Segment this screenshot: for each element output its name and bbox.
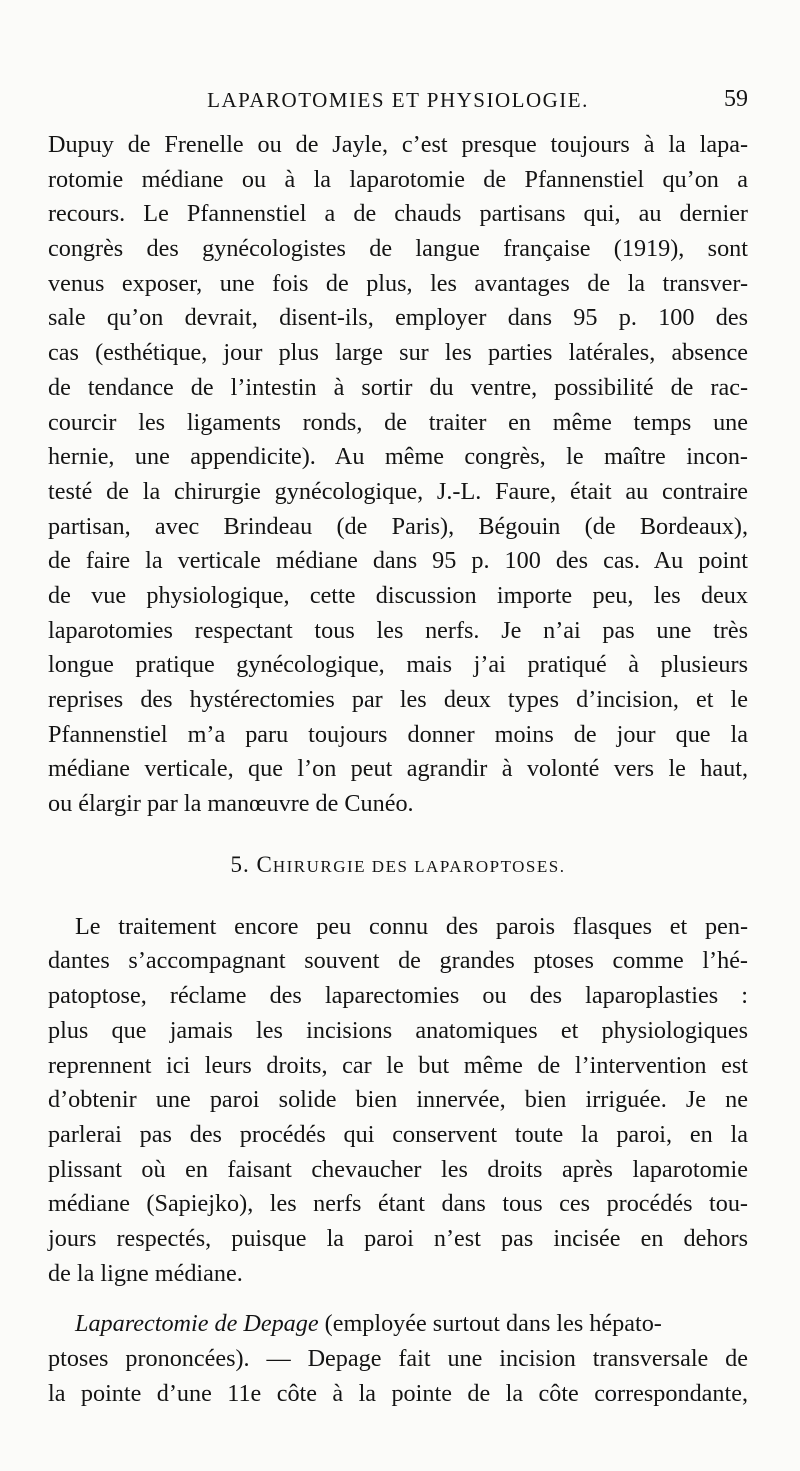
section-heading <box>48 848 748 882</box>
text-line: plissant où en faisant chevaucher les droits après laparotomie <box>48 1155 748 1183</box>
text-line: jours respectés, puisque la paroi n’est pas incisée en dehors <box>48 1224 748 1252</box>
paragraph-gap <box>48 1291 748 1307</box>
paragraph <box>48 1307 748 1411</box>
page-number: 59 <box>724 86 748 112</box>
body-text <box>48 128 748 1411</box>
text-line: dantes s’accompagnant souvent de grandes ptoses comme l’hé- <box>48 947 748 975</box>
text-line: médiane verticale, que l’on peut agrandir à volonté vers le haut, <box>48 755 748 783</box>
section-number: 5. <box>230 851 250 877</box>
text-line: rotomie médiane ou à la laparotomie de Pfannenstiel qu’on a <box>48 165 748 193</box>
text-line: congrès des gynécologistes de langue française (1919), sont <box>48 235 748 263</box>
text-line: de la ligne médiane. <box>48 1259 243 1287</box>
text-line: laparotomies respectant tous les nerfs. Je n’ai pas une très <box>48 616 748 644</box>
text-line: la pointe d’une 11e côte à la pointe de la côte correspondante, <box>48 1379 748 1407</box>
text-line: patoptose, réclame des laparectomies ou des laparoplasties : <box>48 982 748 1010</box>
text-line: ptoses prononcées). — Depage fait une incision transversale de <box>48 1345 748 1372</box>
text-line: courcir les ligaments ronds, de traiter en même temps une <box>48 408 748 436</box>
text-line: Le traitement encore peu connu des parois flasques et pen- <box>75 912 748 940</box>
text-line: médiane (Sapiejko), les nerfs étant dans tous ces procédés tou- <box>48 1190 748 1218</box>
text-line: de vue physiologique, cette discussion importe peu, les deux <box>48 581 748 609</box>
text-line: d’obtenir une paroi solide bien innervée, bien irriguée. Je ne <box>48 1086 748 1114</box>
text-run: (employée surtout dans les hépato- <box>318 1310 662 1338</box>
text-line: recours. Le Pfannenstiel a de chauds partisans qui, au dernier <box>48 200 748 228</box>
text-line: plus que jamais les incisions anatomiques et physiologiques <box>48 1016 748 1044</box>
running-title: LAPAROTOMIES ET PHYSIOLOGIE. <box>207 88 589 112</box>
paragraph <box>48 128 748 822</box>
text-line: partisan, avec Brindeau (de Paris), Bégouin (de Bordeaux), <box>48 512 748 540</box>
text-line: cas (esthétique, jour plus large sur les parties latérales, absence <box>48 339 748 367</box>
runin-title: Laparectomie de Depage <box>75 1310 319 1338</box>
section-title-initial: C <box>256 851 273 877</box>
section-title: HIRURGIE DES LAPAROPTOSES. <box>272 856 566 876</box>
text-line: hernie, une appendicite). Au même congrès, le maître incon- <box>48 443 748 471</box>
text-line: venus exposer, une fois de plus, les avantages de la transver- <box>48 269 748 297</box>
text-line: Dupuy de Frenelle ou de Jayle, c’est presque toujours à la lapa- <box>48 131 748 158</box>
text-line: reprennent ici leurs droits, car le but même de l’intervention est <box>48 1051 748 1079</box>
text-line: testé de la chirurgie gynécologique, J.-L. Faure, était au contraire <box>48 477 748 505</box>
page-header <box>48 86 748 120</box>
paragraph <box>48 910 748 1292</box>
text-line: ou élargir par la manœuvre de Cunéo. <box>48 790 414 818</box>
text-line: Pfannenstiel m’a paru toujours donner moins de jour que la <box>48 720 748 748</box>
text-line: reprises des hystérectomies par les deux types d’incision, et le <box>48 686 748 713</box>
text-line: parlerai pas des procédés qui conservent toute la paroi, en la <box>48 1120 748 1148</box>
text-line: sale qu’on devrait, disent-ils, employer dans 95 p. 100 des <box>48 304 748 332</box>
text-line <box>48 1307 748 1342</box>
text-line: longue pratique gynécologique, mais j’ai pratiqué à plusieurs <box>48 651 748 679</box>
text-line: de tendance de l’intestin à sortir du ventre, possibilité de rac- <box>48 373 748 401</box>
text-line: de faire la verticale médiane dans 95 p. 100 des cas. Au point <box>48 547 748 575</box>
